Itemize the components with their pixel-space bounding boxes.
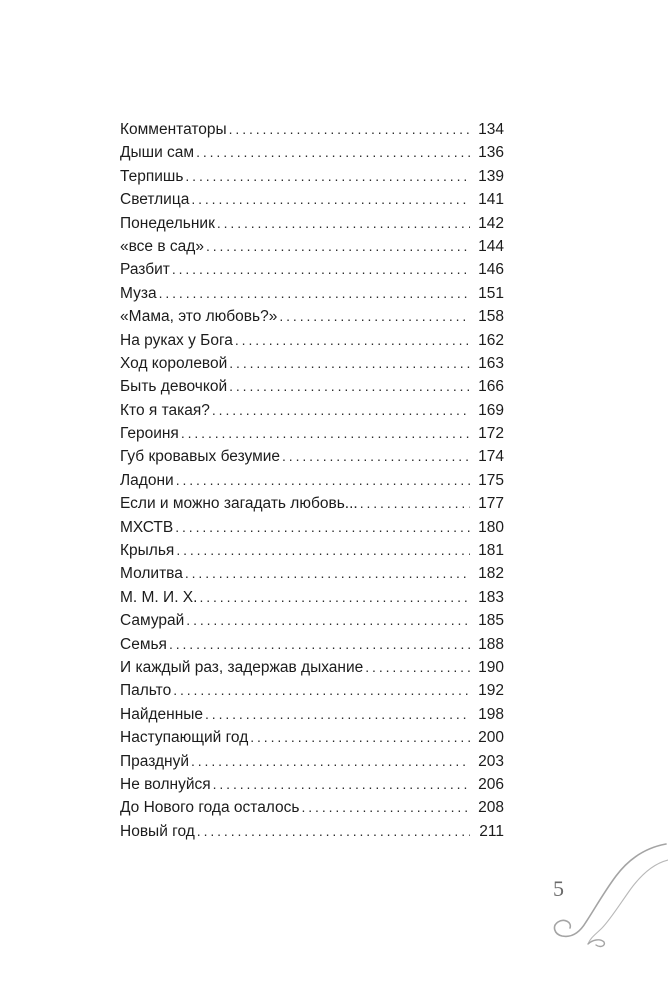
toc-entry [120, 188, 504, 211]
dot-leader [282, 445, 470, 468]
toc-entry [120, 352, 504, 375]
dot-leader [197, 820, 470, 843]
dot-leader [191, 750, 470, 773]
toc-entry-title: М. М. И. Х. [120, 588, 198, 606]
toc-entry [120, 539, 504, 562]
toc-entry-title: «Мама, это любовь?» [120, 308, 278, 326]
toc-entry-page: 169 [478, 401, 504, 419]
toc-entry-title: На руках у Бога [120, 331, 233, 349]
toc-entry-title: Ход королевой [120, 354, 228, 372]
toc-entry-page: 177 [478, 495, 504, 513]
toc-entry [120, 492, 504, 515]
toc-entry [120, 165, 504, 188]
toc-entry [120, 679, 504, 702]
toc-entry [120, 212, 504, 235]
toc-entry-page: 183 [478, 588, 504, 606]
toc-entry [120, 305, 504, 328]
toc-entry [120, 235, 504, 258]
dot-leader [186, 609, 470, 632]
toc-entry-page: 158 [478, 308, 504, 326]
toc-entry-page: 180 [478, 518, 504, 536]
toc-entry-page: 163 [478, 354, 504, 372]
toc-entry [120, 750, 504, 773]
toc-entry-page: 200 [478, 729, 504, 747]
toc-entry-title: Разбит [120, 261, 170, 279]
toc-entry [120, 516, 504, 539]
toc-entry-page: 162 [478, 331, 504, 349]
dot-leader [365, 656, 470, 679]
dot-leader [173, 679, 470, 702]
toc-entry-title: Молитва [120, 565, 183, 583]
toc-entry [120, 258, 504, 281]
dot-leader [191, 188, 470, 211]
toc-entry [120, 773, 504, 796]
toc-entry-title: Понедельник [120, 214, 215, 232]
toc-entry [120, 586, 504, 609]
toc-entry [120, 820, 504, 843]
toc-entry [120, 445, 504, 468]
flourish-icon [548, 840, 668, 950]
toc-entry [120, 726, 504, 749]
toc-entry-page: 136 [478, 144, 504, 162]
toc-entry [120, 633, 504, 656]
dot-leader [235, 329, 470, 352]
toc-entry [120, 796, 504, 819]
toc-entry [120, 282, 504, 305]
dot-leader [250, 726, 470, 749]
toc-entry-page: 190 [478, 658, 504, 676]
toc-entry-title: Героиня [120, 425, 179, 443]
toc-entry-title: Крылья [120, 542, 175, 560]
toc-entry-title: «все в сад» [120, 237, 204, 255]
toc-entry-page: 175 [478, 471, 504, 489]
dot-leader [205, 703, 470, 726]
toc-entry-title: Если и можно загадать любовь... [120, 495, 358, 513]
toc-entry [120, 141, 504, 164]
dot-leader [196, 141, 470, 164]
dot-leader [172, 258, 470, 281]
toc-entry-title: Семья [120, 635, 167, 653]
dot-leader [360, 492, 470, 515]
dot-leader [159, 282, 470, 305]
toc-entry-page: 211 [479, 822, 504, 840]
toc-entry [120, 609, 504, 632]
toc-entry-title: Дыши сам [120, 144, 195, 162]
dot-leader [185, 562, 470, 585]
toc-entry-title: МХСТВ [120, 518, 174, 536]
dot-leader [217, 212, 470, 235]
page-number: 5 [553, 876, 564, 901]
dot-leader [176, 539, 470, 562]
dot-leader [199, 586, 470, 609]
toc-entry-title: Празднуй [120, 752, 189, 770]
toc-entry-title: Губ кровавых безумие [120, 448, 281, 466]
toc-entry-title: Наступающий год [120, 729, 249, 747]
toc-entry-page: 188 [478, 635, 504, 653]
dot-leader [229, 375, 470, 398]
toc-entry-title: Терпишь [120, 167, 184, 185]
toc-entry-title: Самурай [120, 612, 185, 630]
toc-entry [120, 422, 504, 445]
dot-leader [279, 305, 470, 328]
toc-entry [120, 329, 504, 352]
toc-entry-title: Кто я такая? [120, 401, 210, 419]
dot-leader [206, 235, 470, 258]
toc-entry-title: Ладони [120, 471, 174, 489]
toc-entry-title: Комментаторы [120, 121, 227, 138]
toc-entry-title: Быть девочкой [120, 378, 228, 396]
toc-entry-page: 181 [478, 542, 504, 560]
dot-leader [169, 633, 470, 656]
toc-entry-page: 141 [478, 191, 504, 209]
toc-entry-title: Пальто [120, 682, 172, 700]
toc-entry-title: Найденные [120, 705, 204, 723]
toc-entry-page: 182 [478, 565, 504, 583]
dot-leader [185, 165, 470, 188]
dot-leader [181, 422, 470, 445]
dot-leader [301, 796, 470, 819]
toc-entry-page: 208 [478, 799, 504, 817]
toc-entry-page: 203 [478, 752, 504, 770]
table-of-contents [120, 118, 504, 843]
toc-entry-page: 198 [478, 705, 504, 723]
toc-entry-page: 139 [478, 167, 504, 185]
toc-entry [120, 469, 504, 492]
toc-entry-page: 166 [478, 378, 504, 396]
toc-entry-page: 174 [478, 448, 504, 466]
dot-leader [175, 516, 470, 539]
toc-entry [120, 703, 504, 726]
toc-entry-title: И каждый раз, задержав дыхание [120, 658, 364, 676]
toc-entry-page: 146 [478, 261, 504, 279]
dot-leader [229, 118, 470, 141]
toc-entry-title: До Нового года осталось [120, 799, 300, 817]
toc-entry-title: Муза [120, 284, 157, 302]
toc-entry [120, 562, 504, 585]
toc-entry-page: 151 [478, 284, 504, 302]
toc-entry-page: 172 [478, 425, 504, 443]
toc-entry-title: Не волнуйся [120, 775, 211, 793]
toc-entry [120, 118, 504, 141]
toc-entry [120, 399, 504, 422]
toc-entry [120, 375, 504, 398]
dot-leader [176, 469, 470, 492]
toc-entry-title: Светлица [120, 191, 190, 209]
toc-entry-title: Новый год [120, 822, 195, 840]
dot-leader [229, 352, 470, 375]
toc-entry-page: 134 [478, 121, 504, 138]
toc-entry-page: 144 [478, 237, 504, 255]
toc-entry-page: 206 [478, 775, 504, 793]
toc-entry-page: 142 [478, 214, 504, 232]
toc-entry [120, 656, 504, 679]
toc-entry-page: 192 [478, 682, 504, 700]
toc-entry-page: 185 [478, 612, 504, 630]
dot-leader [213, 773, 470, 796]
dot-leader [212, 399, 470, 422]
